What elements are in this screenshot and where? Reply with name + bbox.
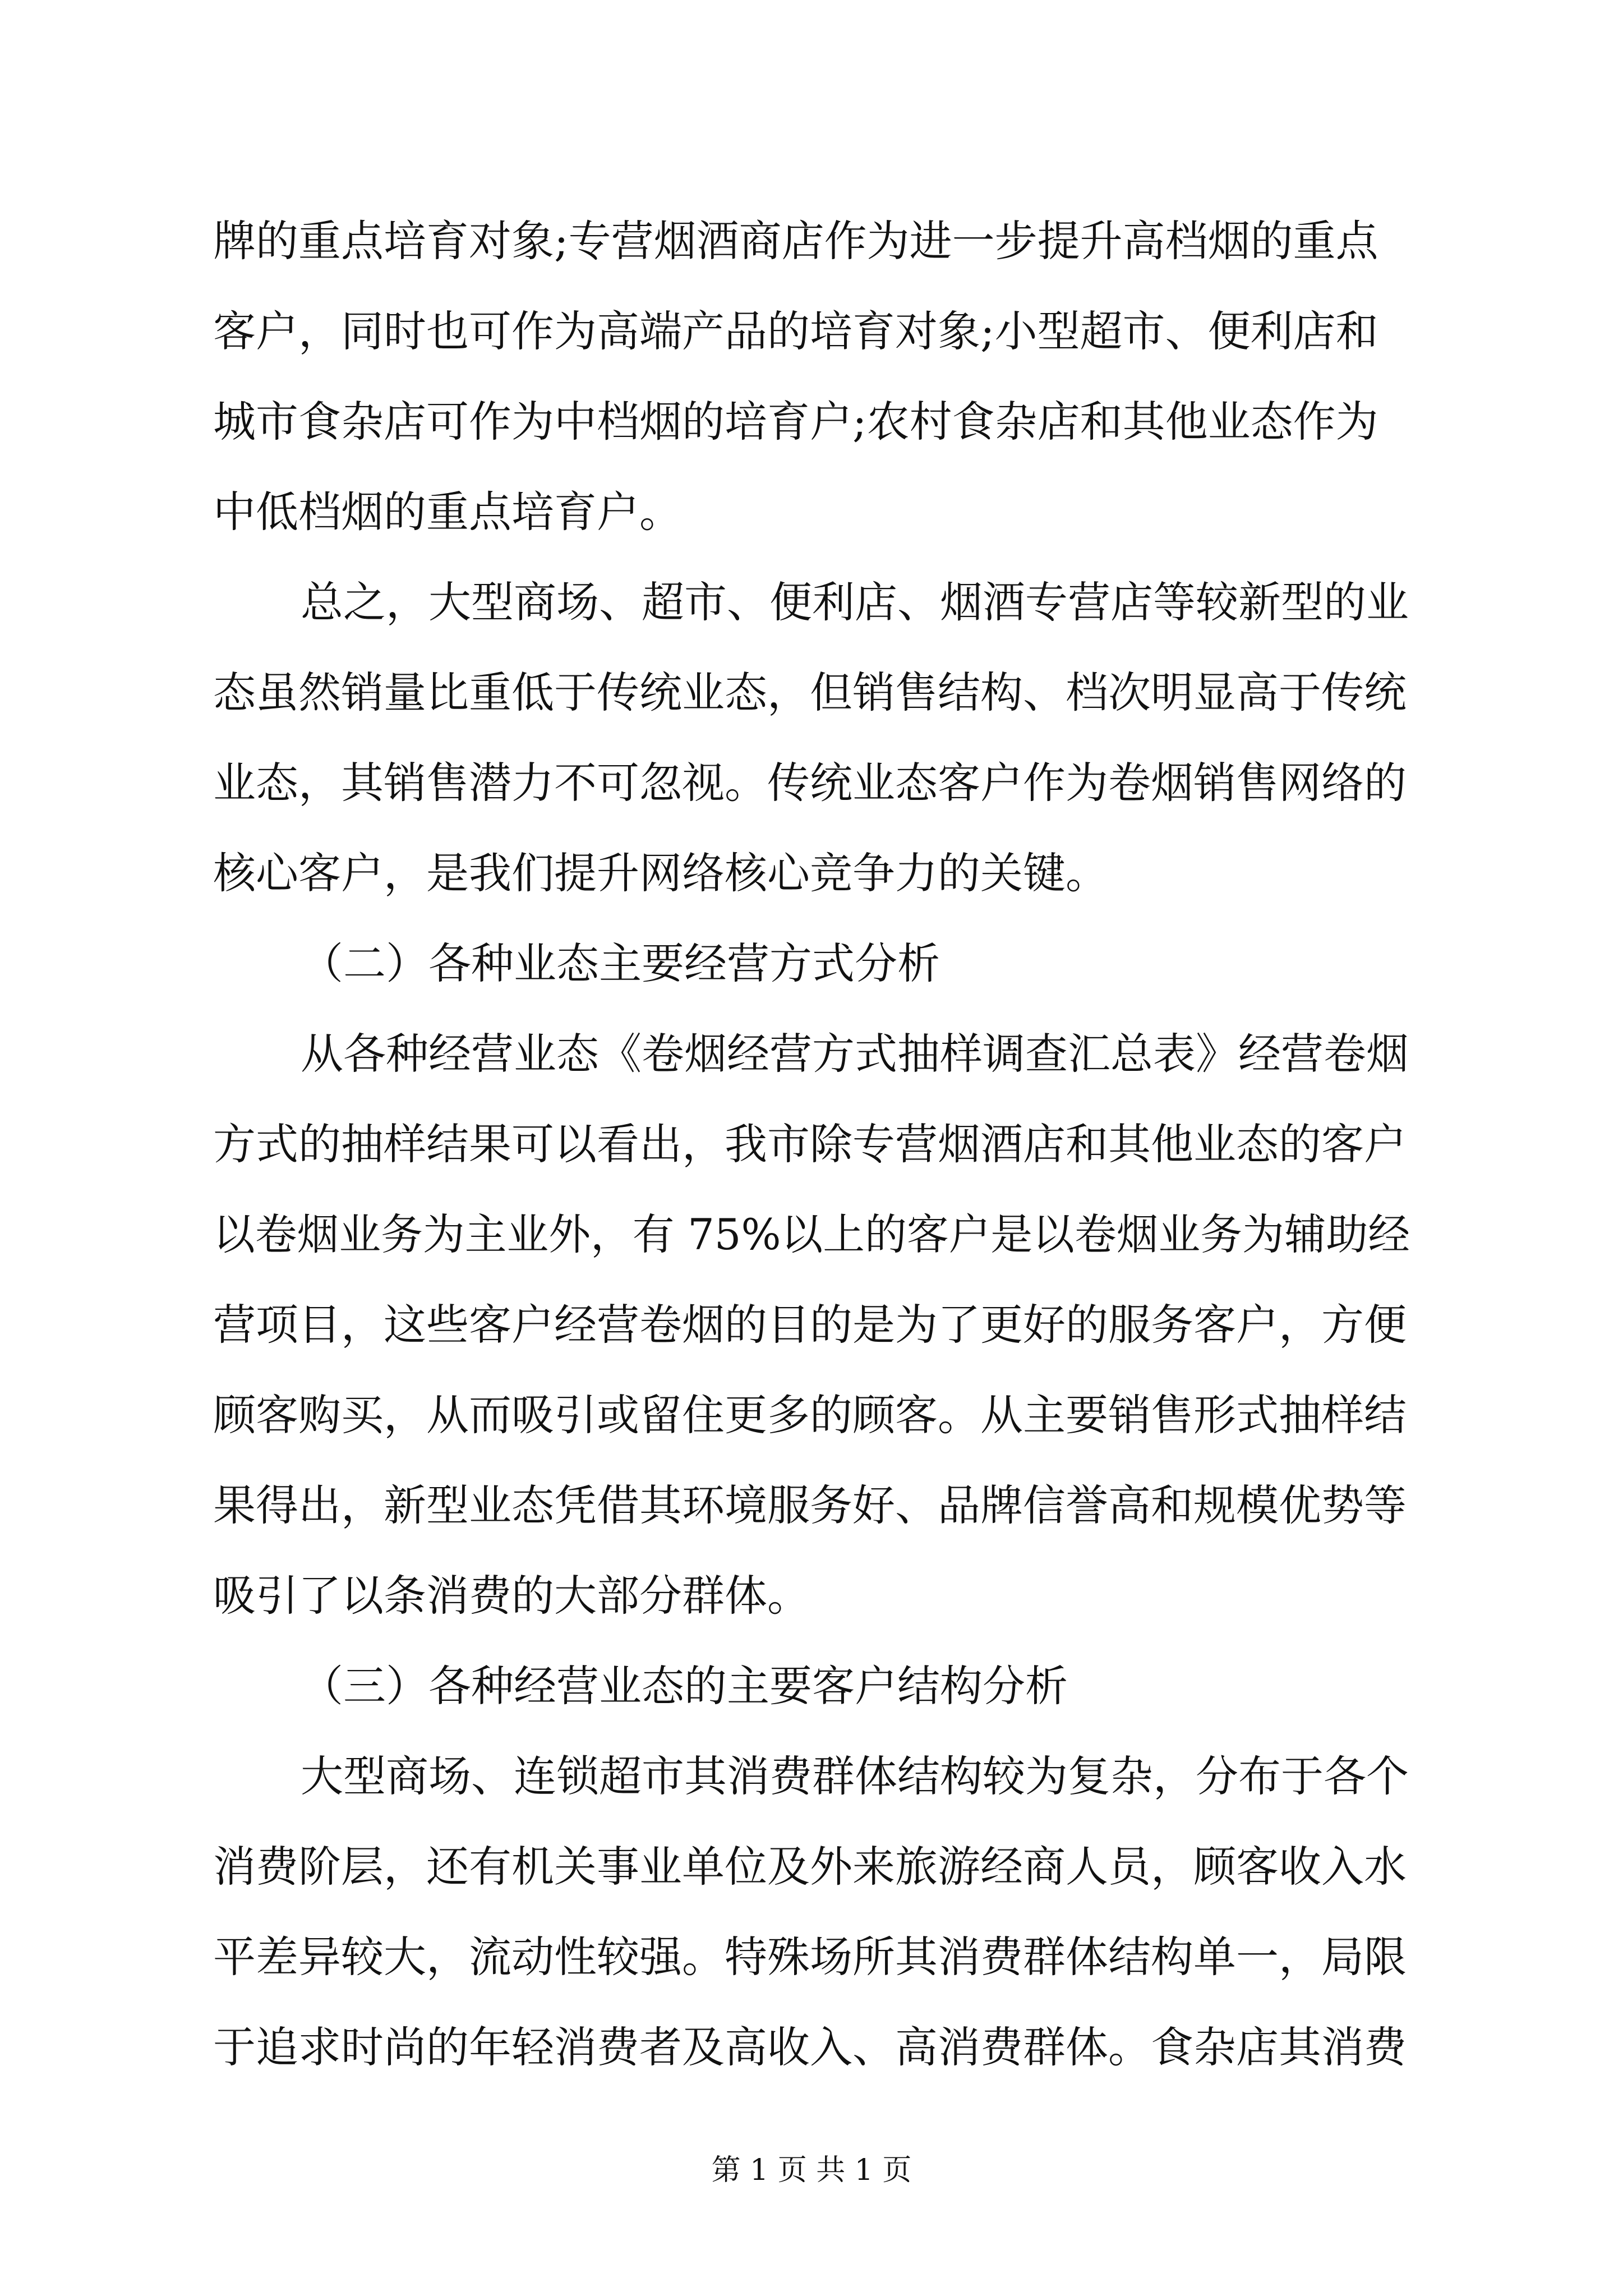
paragraph-line: 营项目，这些客户经营卷烟的目的是为了更好的服务客户，方便 <box>213 1300 1407 1350</box>
paragraph-line: 牌的重点培育对象;专营烟酒商店作为进一步提升高档烟的重点 <box>213 216 1378 266</box>
paragraph-line: 顾客购买，从而吸引或留住更多的顾客。从主要销售形式抽样结 <box>213 1390 1407 1440</box>
paragraph-line: 总之，大型商场、超市、便利店、烟酒专营店等较新型的业 <box>301 577 1409 627</box>
section-heading: （三）各种经营业态的主要客户结构分析 <box>301 1661 1068 1711</box>
paragraph-line: 吸引了以条消费的大部分群体。 <box>213 1571 810 1621</box>
section-heading: （二）各种业态主要经营方式分析 <box>301 938 940 988</box>
paragraph-line: 以卷烟业务为主业外，有 75%以上的客户是以卷烟业务为辅助经 <box>213 1209 1410 1259</box>
paragraph-line: 大型商场、连锁超市其消费群体结构较为复杂，分布于各个 <box>301 1751 1409 1801</box>
paragraph-line: 中低档烟的重点培育户。 <box>213 487 682 537</box>
paragraph-line: 消费阶层，还有机关事业单位及外来旅游经商人员，顾客收入水 <box>213 1842 1407 1892</box>
paragraph-line: 客户，同时也可作为高端产品的培育对象;小型超市、便利店和 <box>213 306 1378 356</box>
paragraph-line: 方式的抽样结果可以看出，我市除专营烟酒店和其他业态的客户 <box>213 1119 1407 1169</box>
paragraph-line: 果得出，新型业态凭借其环境服务好、品牌信誉高和规模优势等 <box>213 1480 1407 1530</box>
paragraph-line: 平差异较大，流动性较强。特殊场所其消费群体结构单一，局限 <box>213 1932 1407 1982</box>
paragraph-line: 态虽然销量比重低于传统业态，但销售结构、档次明显高于传统 <box>213 668 1407 717</box>
paragraph-line: 于追求时尚的年轻消费者及高收入、高消费群体。食杂店其消费 <box>213 2022 1407 2072</box>
paragraph-line: 从各种经营业态《卷烟经营方式抽样调查汇总表》经营卷烟 <box>301 1029 1409 1079</box>
paragraph-line: 核心客户，是我们提升网络核心竞争力的关键。 <box>213 848 1108 898</box>
paragraph-line: 城市食杂店可作为中档烟的培育户;农村食杂店和其他业态作为 <box>213 397 1378 447</box>
paragraph-line: 业态，其销售潜力不可忽视。传统业态客户作为卷烟销售网络的 <box>213 758 1407 808</box>
page-footer: 第 1 页 共 1 页 <box>711 2154 912 2187</box>
